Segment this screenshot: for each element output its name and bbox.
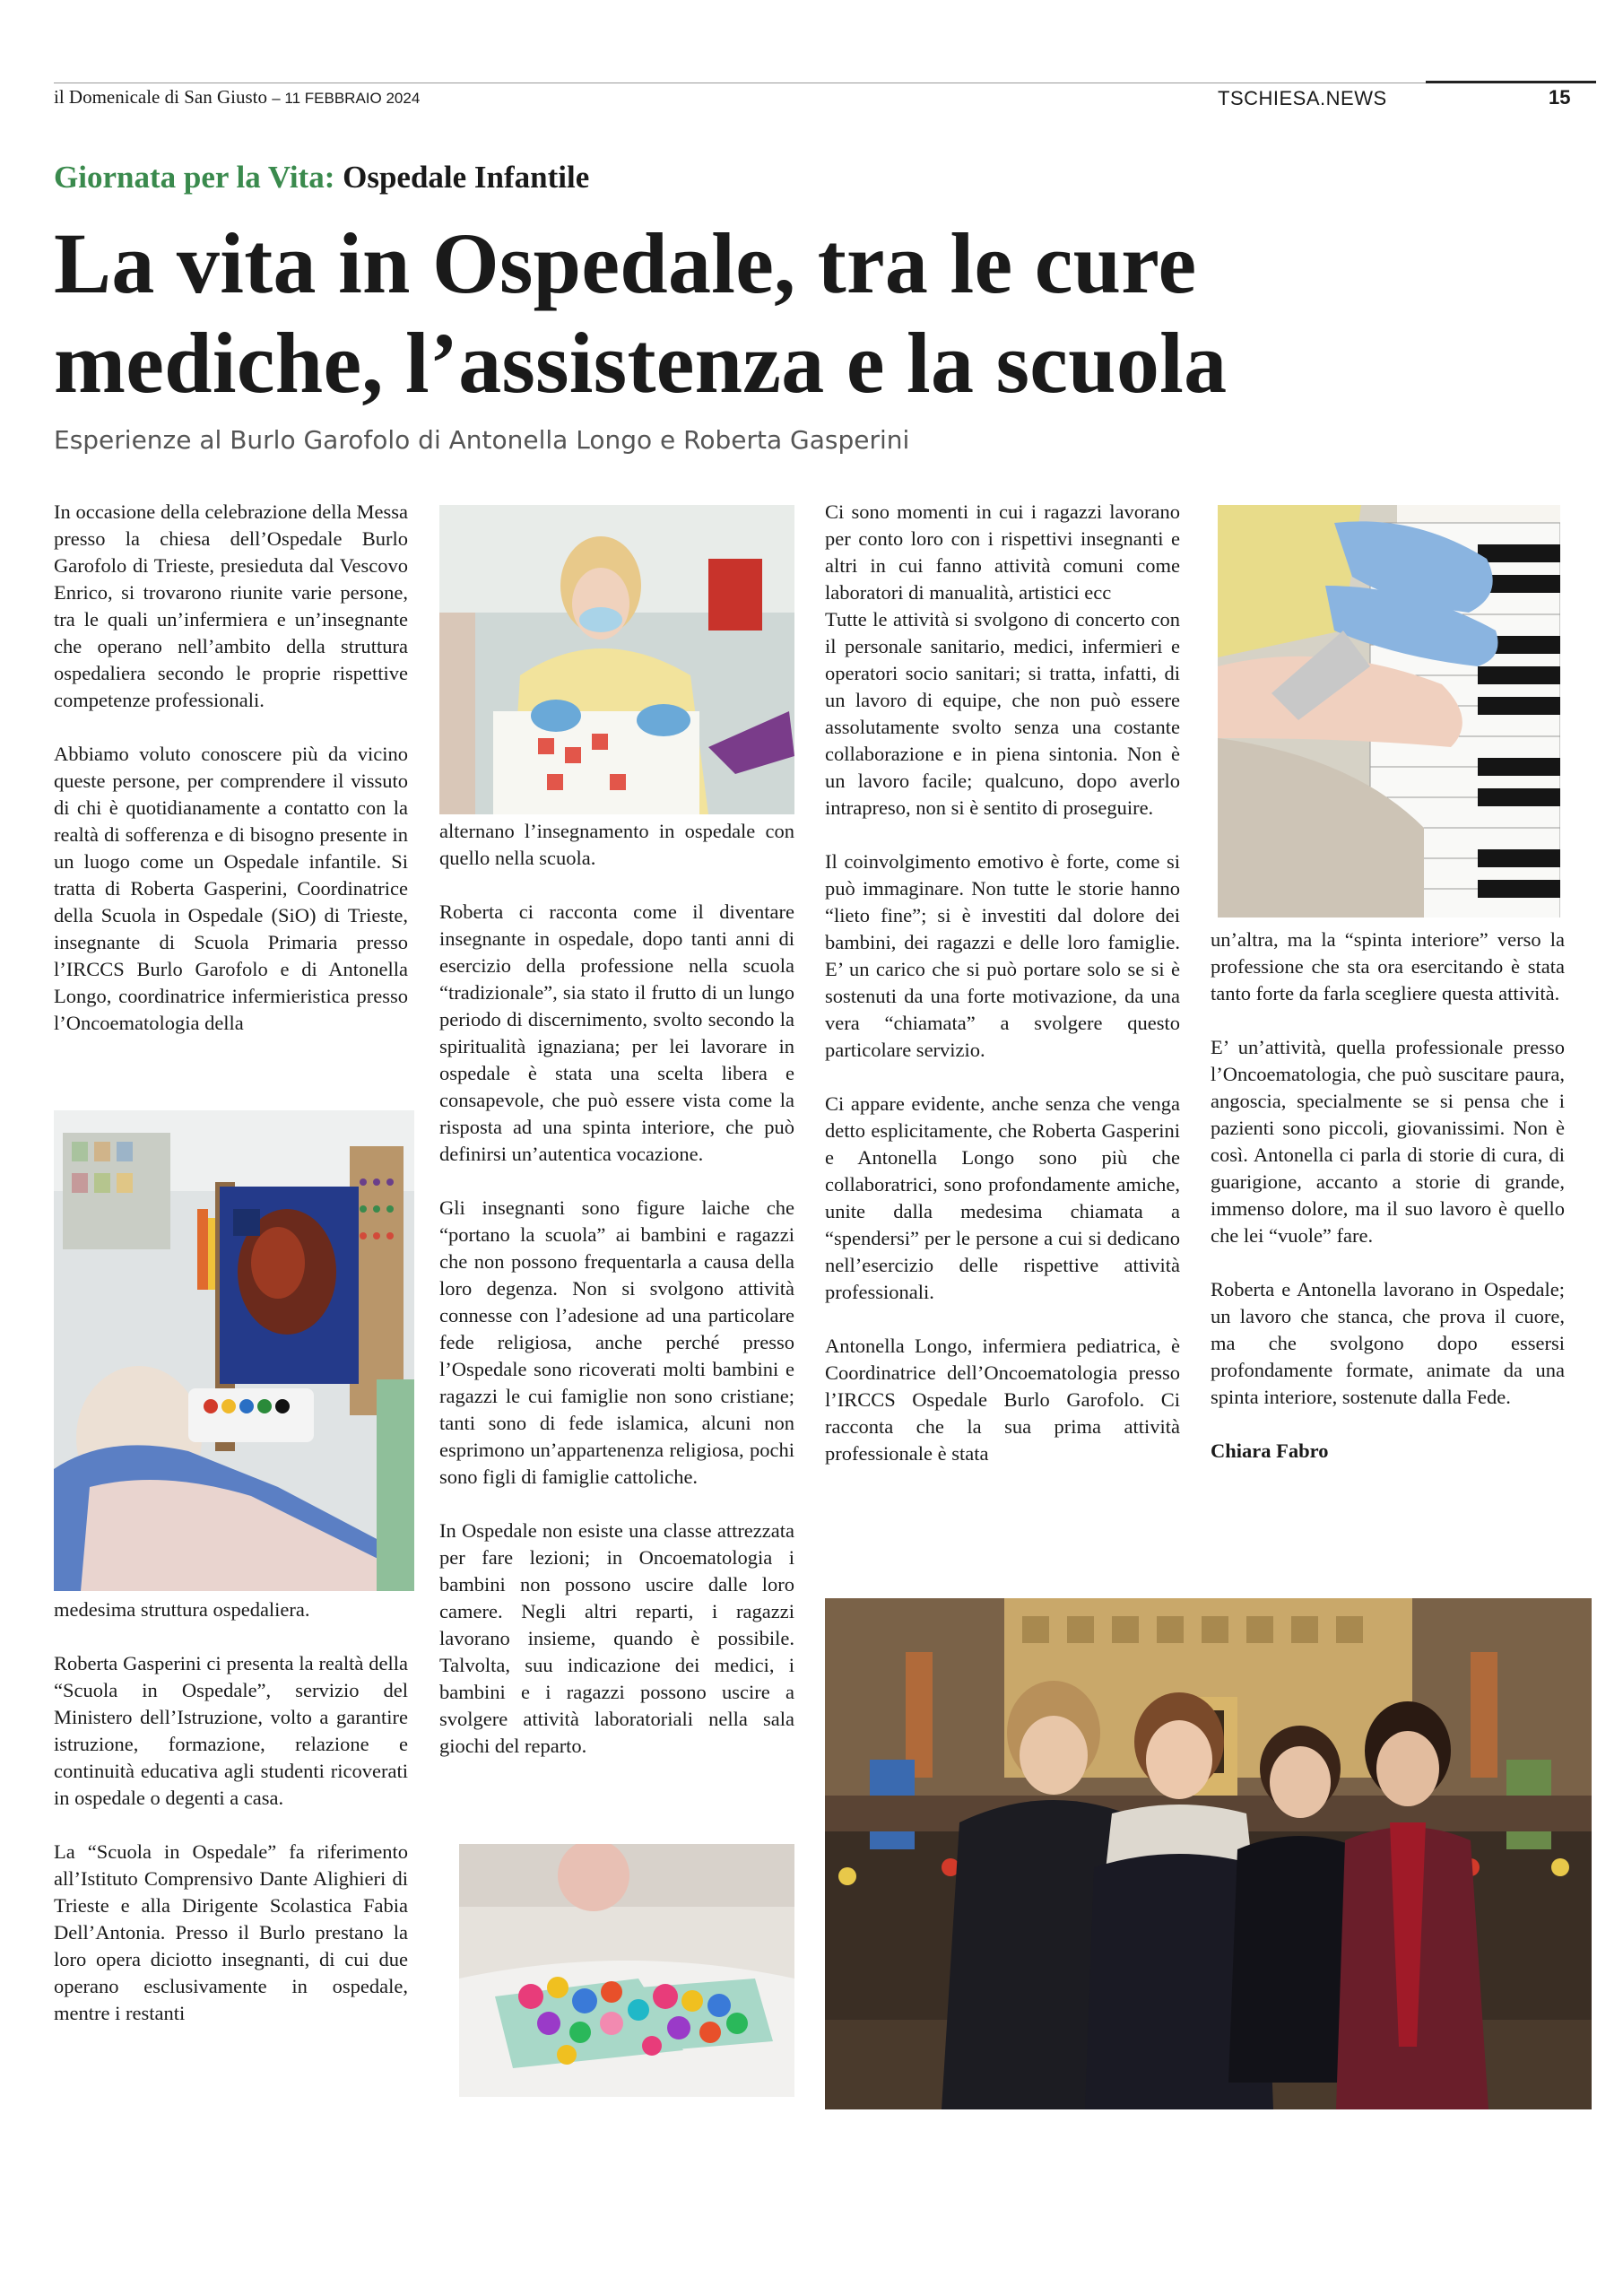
kicker-section: Giornata per la Vita: bbox=[54, 160, 335, 195]
column-1-top bbox=[54, 499, 408, 1037]
headline-line-2: mediche, l’assistenza e la scuola bbox=[54, 315, 1228, 411]
paragraph: La “Scuola in Ospedale” fa riferimento all’Istituto Comprensivo Dante Alighieri di Trieste e alla Dirigente Scolastica Fabia Dell’Antonia. Presso il Burlo prestano la loro opera diciotto insegnanti, di cui due operano esclusivamente in ospedale, mentre i restanti bbox=[54, 1840, 408, 2024]
subtitle: Esperienze al Burlo Garofolo di Antonella Longo e Roberta Gasperini bbox=[54, 425, 910, 455]
paragraph: Ci sono momenti in cui i ragazzi lavorano per conto loro con i rispettivi insegnanti e altri in cui fanno attività comuni come laboratori di manualità, artistici ecc bbox=[825, 500, 1180, 604]
paragraph: Roberta Gasperini ci presenta la realtà della “Scuola in Ospedale”, servizio del Ministero dell’Istruzione, volto a garantire istruzione, formazione, relazione e continuità educativa agli studenti ricoverati in ospedale o degenti a casa. bbox=[54, 1652, 408, 1809]
paragraph: Ci appare evidente, anche senza che venga detto esplicitamente, che Roberta Gasperini e Antonella Longo sono più che collaboratrici, sono profondamente amiche, unite dalla medesima chiamata a “spendersi” per le persone a cui si dedicano nell’esercizio delle rispettive attività professionali. bbox=[825, 1092, 1180, 1303]
photo-group-church bbox=[825, 1598, 1592, 2109]
paragraph: Il coinvolgimento emotivo è forte, come si può immaginare. Non tutte le storie hanno “lieto fine”; si è investiti dal dolore dei bambini, dei ragazzi e delle loro famiglie. E’ un carico che si può portare solo se si è sostenuti da una forte motivazione, da una vera “chiamata” a svolgere questo particolare servizio. bbox=[825, 850, 1180, 1061]
column-1-bottom bbox=[54, 1596, 408, 2027]
photo-child-painting bbox=[54, 1110, 414, 1591]
paragraph: Roberta e Antonella lavorano in Ospedale; un lavoro che stanca, che prova il cuore, ma che svolgono dopo essersi profondamente formate, animate da una spinta interiore, sostenute dalla Fede. bbox=[1211, 1278, 1565, 1408]
photo-teacher-worksheet bbox=[439, 505, 794, 814]
paragraph: In Ospedale non esiste una classe attrezzata per fare lezioni; in Oncoematologia i bambini non possono uscire dalle loro camere. Negli altri reparti, i ragazzi lavorano insieme, quando è possibile. Talvolta, suu indicazione dei medici, i bambini e i ragazzi possono uscire a svolgere attività laboratoriali nella sala giochi del reparto. bbox=[439, 1519, 794, 1757]
paragraph: Tutte le attività si svolgono di concerto con il personale sanitario, medici, infermieri e operatori socio sanitari; si tratta, infatti, di un lavoro di equipe, che non può essere assolutamente svolto senza una costante collaborazione e in piena sintonia. Non è un lavoro facile; qualcuno, dopo averlo intrapreso, non si è sentito di proseguire. bbox=[825, 608, 1180, 819]
paragraph: Antonella Longo, infermiera pediatrica, è Coordinatrice dell’Oncoematologia presso l’IRCCS Ospedale Burlo Garofolo. Ci racconta che la sua prima attività professionale è stata bbox=[825, 1335, 1180, 1465]
header-site[interactable]: TSCHIESA.NEWS bbox=[1218, 87, 1387, 109]
page-number: 15 bbox=[1549, 86, 1571, 109]
kicker bbox=[54, 160, 589, 196]
headline bbox=[54, 213, 1578, 413]
paragraph: un’altra, ma la “spinta interiore” verso la professione che sta ora esercitando è stata tanto forte da farla scegliere questa attività. bbox=[1211, 928, 1565, 1004]
paragraph: medesima struttura ospedaliera. bbox=[54, 1598, 310, 1621]
paragraph: Abbiamo voluto conoscere più da vicino queste persone, per comprendere il vissuto di chi è quotidianamente a contatto con la realtà di sofferenza e di bisogno presente in un luogo come un Ospedale infantile. Si tratta di Roberta Gasperini, Coordinatrice della Scuola in Ospedale (SiO) di Trieste, insegnante di Scuola Primaria presso l’IRCCS Burlo Garofolo e di Antonella Longo, coordinatrice infermieristica presso l’Oncoematologia della bbox=[54, 743, 408, 1034]
photo-flower-toys bbox=[459, 1844, 794, 2097]
paragraph: E’ un’attività, quella professionale presso l’Oncoematologia, che può suscitare paura, angoscia, specialmente se si pensa che i pazienti sono piccoli, giovanissimi. Non è così. Antonella ci parla di storie di cura, di guarigione, accanto a storie di grande, immenso dolore, ma il suo lavoro è quello che lei “vuole” fare. bbox=[1211, 1036, 1565, 1247]
photo-piano-hands bbox=[1218, 505, 1560, 918]
paragraph: alternano l’insegnamento in ospedale con quello nella scuola. bbox=[439, 820, 794, 869]
kicker-topic: Ospedale Infantile bbox=[343, 160, 590, 195]
paragraph: In occasione della celebrazione della Messa presso la chiesa dell’Ospedale Burlo Garofolo di Trieste, presieduta dal Vescovo Enrico, si trovarono riunite varie persone, tra le quali un’infermiera e un’insegnante che operano nell’ambito della struttura ospedaliera secondo le proprie rispettive competenze professionali. bbox=[54, 500, 408, 711]
header-accent-rule bbox=[1426, 81, 1596, 83]
author-signature: Chiara Fabro bbox=[1211, 1439, 1329, 1462]
paragraph: Roberta ci racconta come il diventare insegnante in ospedale, dopo tanti anni di esercizio della professione nella scuola “tradizionale”, sia stato il frutto di un lungo periodo di discernimento, svolto secondo la spiritualità ignaziana; per lei lavorare in ospedale è stata una scelta libera e consapevole, che può essere vista come la risposta ad una spinta interiore, che può definirsi un’autentica vocazione. bbox=[439, 900, 794, 1165]
column-4 bbox=[1211, 926, 1565, 1465]
publication-date: – 11 FEBBRAIO 2024 bbox=[272, 90, 421, 107]
column-3 bbox=[825, 499, 1180, 1467]
publication-name: il Domenicale di San Giusto bbox=[54, 86, 267, 108]
paragraph: Gli insegnanti sono figure laiche che “portano la scuola” ai bambini e ragazzi che non possono frequentarla a causa della loro degenza. Non si svolgono attività connesse con l’adesione ad una particolare fede religiosa, anche perché presso l’Ospedale sono ricoverati molti bambini e ragazzi le cui famiglie non sono cristiane; tanti sono di fede islamica, alcuni non esprimono un’appartenenza religiosa, pochi sono figli di famiglie cattoliche. bbox=[439, 1196, 794, 1488]
header-publication bbox=[54, 86, 420, 109]
headline-line-1: La vita in Ospedale, tra le cure bbox=[54, 215, 1197, 311]
column-2 bbox=[439, 818, 794, 1760]
